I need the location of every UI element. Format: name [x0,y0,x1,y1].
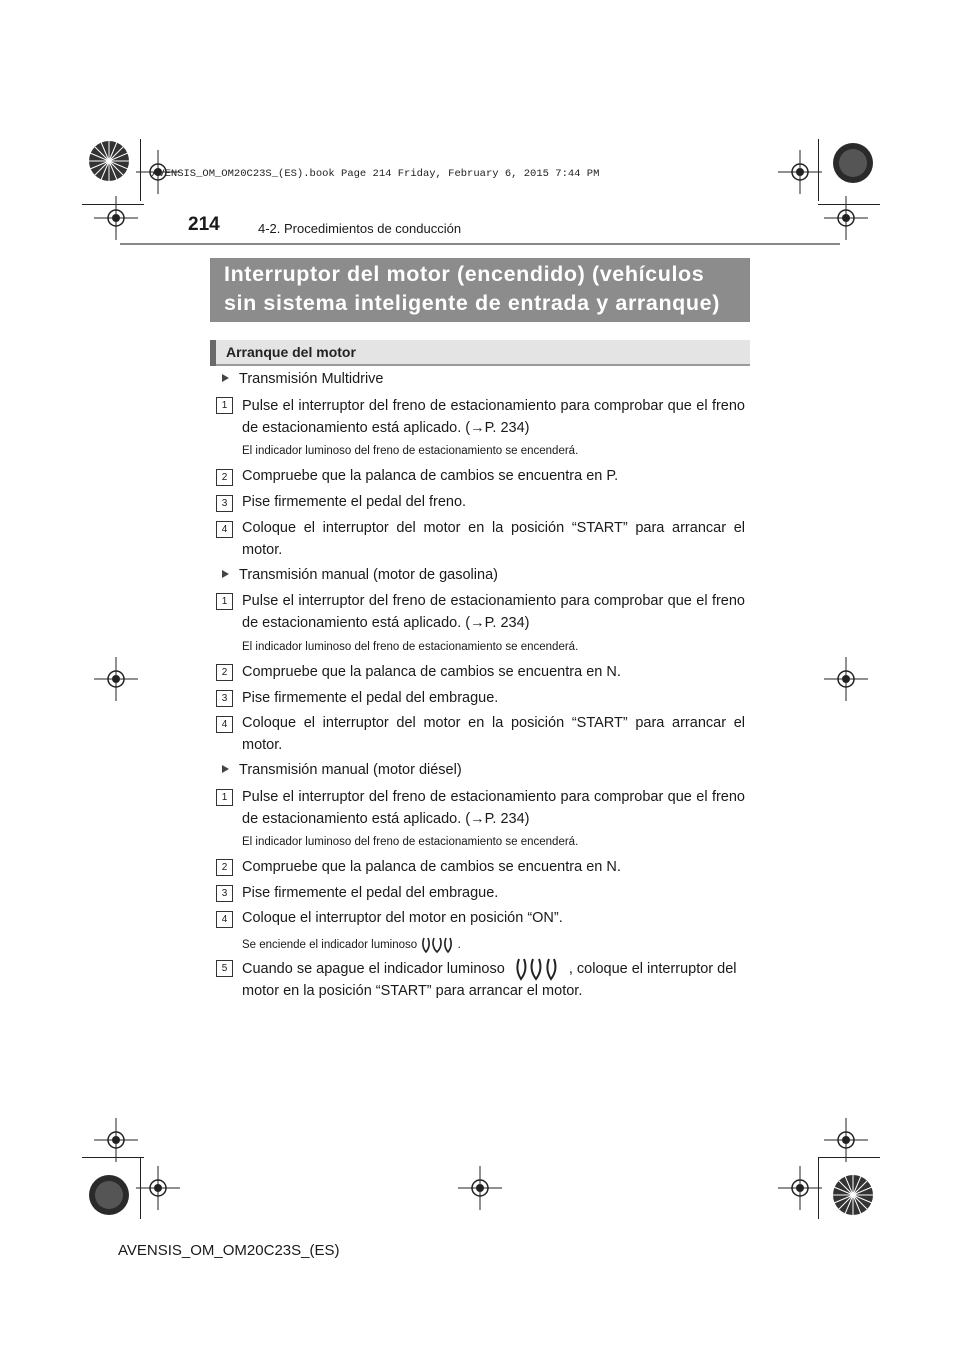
transmission-heading [222,371,384,387]
page-number: 214 [188,214,220,235]
crosshair-mark-icon [94,657,138,701]
step-text: Pise firmemente el pedal del freno. [242,494,467,510]
header-rule [120,243,840,245]
step-text: Pise firmemente el pedal del embrague. [242,885,499,901]
step-note: El indicador luminoso del freno de estacionamiento se encenderá. [242,445,579,457]
step-number: 2 [216,664,233,681]
step-number: 2 [216,469,233,486]
step-number: 1 [216,789,233,806]
step-text-continuation: motor en la posición “START” para arrancar el motor. [242,983,583,999]
step-note [242,936,461,954]
step-text: Pise firmemente el pedal del embrague. [242,690,499,706]
step-number: 3 [216,495,233,512]
book-stamp: AVENSIS_OM_OM20C23S_(ES).book Page 214 Friday, February 6, 2015 7:44 PM [152,168,600,180]
step-number: 3 [216,690,233,707]
step-number: 2 [216,859,233,876]
crosshair-mark-icon [94,1118,138,1162]
glow-plug-indicator-icon [420,936,454,954]
crosshair-mark-icon [94,196,138,240]
registration-solid-circle-icon [86,1172,132,1218]
bullet-arrow-icon [222,765,229,773]
registration-wheel-icon [86,138,132,184]
step-number: 1 [216,397,233,414]
registration-wheel-icon [830,1172,876,1218]
step-text: Pulse el interruptor del freno de estacionamiento para comprobar que el freno de estacionamiento está aplicado. (→P. 234) [242,593,745,631]
glow-plug-indicator-icon [513,957,561,981]
title-line-1: Interruptor del motor (encendido) (vehículos [224,262,705,286]
crosshair-mark-icon [778,1166,822,1210]
transmission-heading-text: Transmisión Multidrive [239,371,384,387]
transmission-heading-text: Transmisión manual (motor de gasolina) [239,567,498,583]
step-text: Compruebe que la palanca de cambios se encuentra en N. [242,859,621,875]
page-title [210,258,750,322]
step-number: 1 [216,593,233,610]
section-label: 4-2. Procedimientos de conducción [258,221,462,236]
step-number: 4 [216,716,233,733]
step-text: Coloque el interruptor del motor en posición “ON”. [242,910,563,926]
subsection-heading [210,340,750,366]
step-number: 3 [216,885,233,902]
step-text [242,957,745,981]
note-text-before-icon: Se enciende el indicador luminoso [242,939,418,952]
step-note: El indicador luminoso del freno de estacionamiento se encenderá. [242,641,579,653]
step-number: 4 [216,911,233,928]
transmission-heading [222,762,462,778]
subsection-bar [210,340,216,366]
crosshair-mark-icon [778,150,822,194]
crosshair-mark-icon [136,1166,180,1210]
step-number: 5 [216,960,233,977]
step-number: 4 [216,521,233,538]
step-text: Compruebe que la palanca de cambios se encuentra en P. [242,468,619,484]
subsection-title: Arranque del motor [226,344,356,360]
footer-code: AVENSIS_OM_OM20C23S_(ES) [118,1242,340,1259]
transmission-heading-text: Transmisión manual (motor diésel) [239,762,462,778]
transmission-heading [222,567,498,583]
bullet-arrow-icon [222,570,229,578]
bullet-arrow-icon [222,374,229,382]
title-line-2: sin sistema inteligente de entrada y arranque) [224,291,720,315]
crosshair-mark-icon [824,196,868,240]
step-text: Coloque el interruptor del motor en la posición “START” para arrancar el motor. [242,520,745,558]
step-text-after-icon: , coloque el interruptor del [568,960,737,977]
crosshair-mark-icon [824,1118,868,1162]
registration-solid-circle-icon [830,140,876,186]
step-note: El indicador luminoso del freno de estacionamiento se encenderá. [242,836,579,848]
step-text: Compruebe que la palanca de cambios se encuentra en N. [242,664,621,680]
step-text: Pulse el interruptor del freno de estacionamiento para comprobar que el freno de estacionamiento está aplicado. (→P. 234) [242,398,745,436]
step-text-before-icon: Cuando se apague el indicador luminoso [242,960,505,977]
step-text: Coloque el interruptor del motor en la posición “START” para arrancar el motor. [242,715,745,753]
crosshair-mark-icon [824,657,868,701]
step-text: Pulse el interruptor del freno de estacionamiento para comprobar que el freno de estacionamiento está aplicado. (→P. 234) [242,789,745,827]
note-text-after-icon: . [457,939,461,952]
crosshair-mark-icon [458,1166,502,1210]
